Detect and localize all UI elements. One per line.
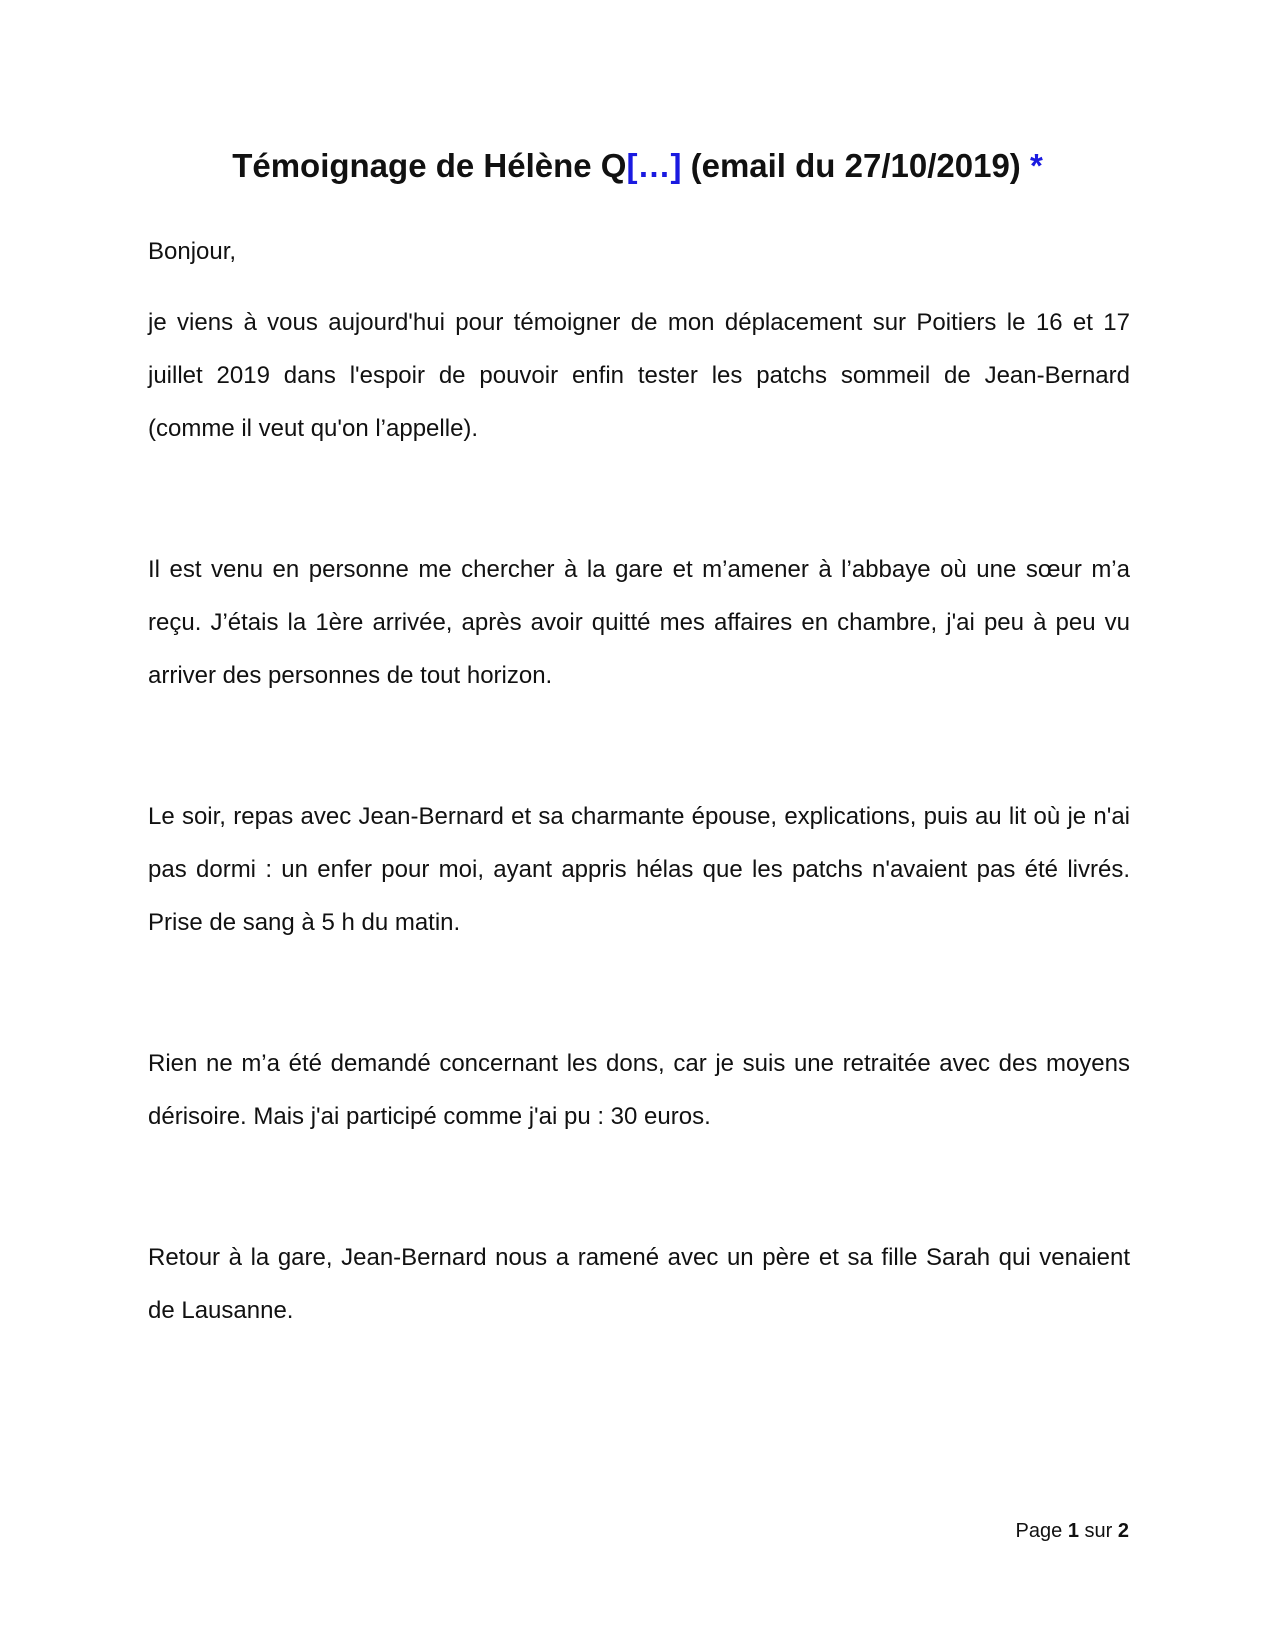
title-date: (email du 27/10/2019)	[681, 147, 1030, 184]
footer-total-pages: 2	[1117, 1520, 1129, 1542]
title-asterisk: *	[1029, 147, 1043, 184]
footer-current-page: 1	[1067, 1520, 1079, 1542]
greeting: Bonjour,	[148, 238, 237, 265]
footer-page-word: Page	[1015, 1520, 1063, 1542]
document-title	[0, 146, 1275, 186]
paragraph-5: Retour à la gare, Jean-Bernard nous a ramené avec un père et sa fille Sarah qui venaient de Lausanne.	[148, 1244, 1130, 1324]
page-number-footer	[1016, 1518, 1129, 1544]
paragraph-3: Le soir, repas avec Jean-Bernard et sa charmante épouse, explications, puis au lit où je n'ai pas dormi : un enfer pour moi, ayant appris hélas que les patchs n'avaient pas été livrés. Prise de sang à 5 h du matin.	[148, 803, 1130, 936]
title-main: Témoignage de Hélène Q	[232, 147, 627, 184]
title-redacted-marker: […]	[626, 147, 682, 184]
footer-of-word: sur	[1084, 1520, 1113, 1542]
paragraph-4: Rien ne m’a été demandé concernant les dons, car je suis une retraitée avec des moyens dérisoire. Mais j'ai participé comme j'ai pu : 30 euros.	[148, 1050, 1130, 1130]
paragraph-1: je viens à vous aujourd'hui pour témoigner de mon déplacement sur Poitiers le 16 et 17 juillet 2019 dans l'espoir de pouvoir enfin tester les patchs sommeil de Jean-Bernard (comme il veut qu'on l’appelle).	[148, 309, 1130, 442]
paragraph-2: Il est venu en personne me chercher à la gare et m’amener à l’abbaye où une sœur m’a reçu. J’étais la 1ère arrivée, après avoir quitté mes affaires en chambre, j'ai peu à peu vu arriver des personnes de tout horizon.	[148, 556, 1130, 689]
